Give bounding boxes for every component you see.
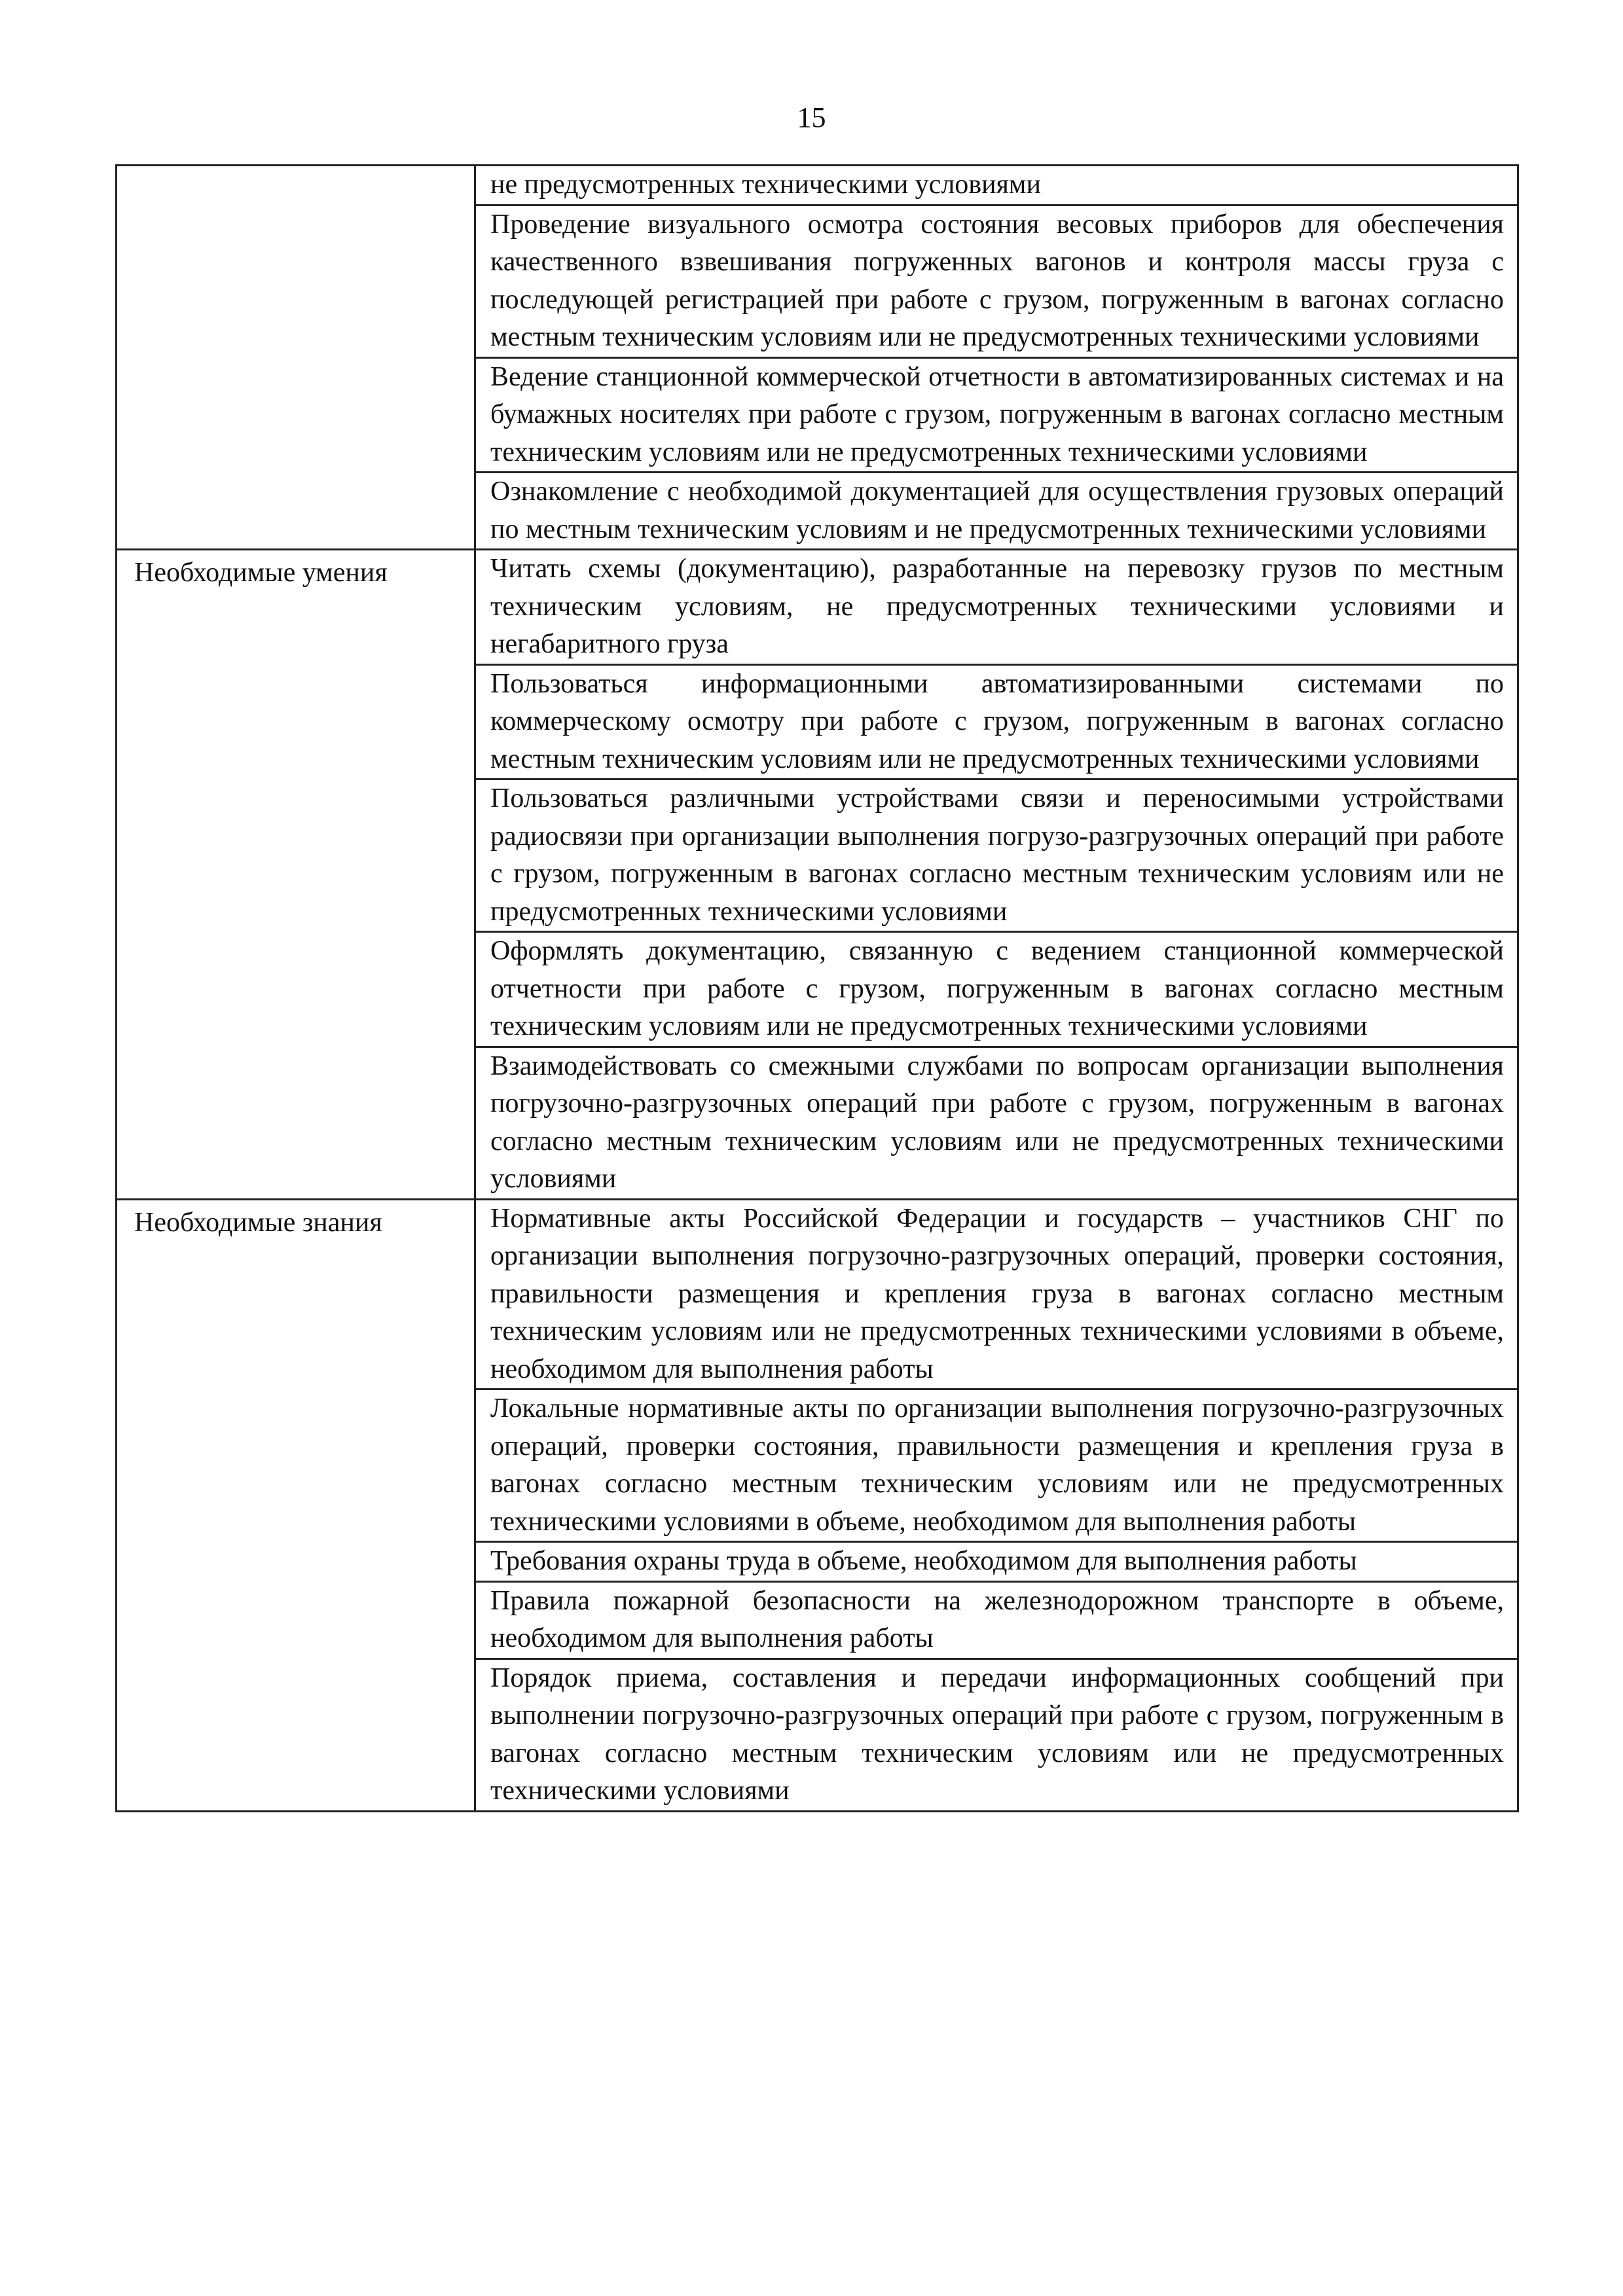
table-cell: не предусмотренных техническими условиями [475, 166, 1518, 206]
table-cell: Проведение визуального осмотра состояния весовых приборов для обеспечения качественного взвешивания погруженных вагонов и контроля массы груза с последующей регистрацией при работе с грузом, погруженным в вагонах согласно местным техническим условиям или не предусмотренных техническими условиями [475, 205, 1518, 357]
table-cell: Взаимодействовать со смежными службами по вопросам организации выполнения погрузочно-разгрузочных операций при работе с грузом, погруженным в вагонах согласно местным техническим условиям или не предусмотренных техническими условиями [475, 1047, 1518, 1199]
row-label-continuation [117, 166, 475, 550]
requirements-table [115, 164, 1519, 1812]
table-cell: Ознакомление с необходимой документацией для осуществления грузовых операций по местным техническим условиям и не предусмотренных техническими условиями [475, 473, 1518, 550]
table-row [117, 1199, 1518, 1390]
table-cell: Нормативные акты Российской Федерации и государств – участников СНГ по организации выполнения погрузочно-разгрузочных операций, проверки состояния, правильности размещения и крепления груза в вагонах согласно местным техническим условиям или не предусмотренных техническими условиями в объеме, необходимом для выполнения работы [475, 1199, 1518, 1390]
table-cell: Порядок приема, составления и передачи информационных сообщений при выполнении погрузочно-разгрузочных операций при работе с грузом, погруженным в вагонах согласно местным техническим условиям или не предусмотренных техническими условиями [475, 1659, 1518, 1811]
table-row [117, 550, 1518, 665]
table-cell: Пользоваться различными устройствами связи и переносимыми устройствами радиосвязи при организации выполнения погрузо-разгрузочных операций при работе с грузом, погруженным в вагонах согласно местным техническим условиям или не предусмотренных техническими условиями [475, 780, 1518, 932]
table-cell: Оформлять документацию, связанную с ведением станционной коммерческой отчетности при работе с грузом, погруженным в вагонах согласно местным техническим условиям или не предусмотренных техническими условиями [475, 932, 1518, 1047]
table-cell: Локальные нормативные акты по организации выполнения погрузочно-разгрузочных операций, проверки состояния, правильности размещения и крепления груза в вагонах согласно местным техническим условиям или не предусмотренных техническими условиями в объеме, необходимом для выполнения работы [475, 1390, 1518, 1542]
row-label-skills: Необходимые умения [117, 550, 475, 1200]
page-number: 15 [797, 101, 826, 134]
table-cell: Требования охраны труда в объеме, необходимом для выполнения работы [475, 1542, 1518, 1582]
table-cell: Правила пожарной безопасности на железнодорожном транспорте в объеме, необходимом для выполнения работы [475, 1581, 1518, 1659]
table-row [117, 166, 1518, 206]
row-label-knowledge: Необходимые знания [117, 1199, 475, 1811]
table-cell: Читать схемы (документацию), разработанные на перевозку грузов по местным техническим условиям, не предусмотренных техническими условиями и негабаритного груза [475, 550, 1518, 665]
table-cell: Ведение станционной коммерческой отчетности в автоматизированных системах и на бумажных носителях при работе с грузом, погруженным в вагонах согласно местным техническим условиям или не предусмотренных техническими условиями [475, 357, 1518, 473]
table-cell: Пользоваться информационными автоматизированными системами по коммерческому осмотру при работе с грузом, погруженным в вагонах согласно местным техническим условиям или не предусмотренных техническими условиями [475, 664, 1518, 780]
